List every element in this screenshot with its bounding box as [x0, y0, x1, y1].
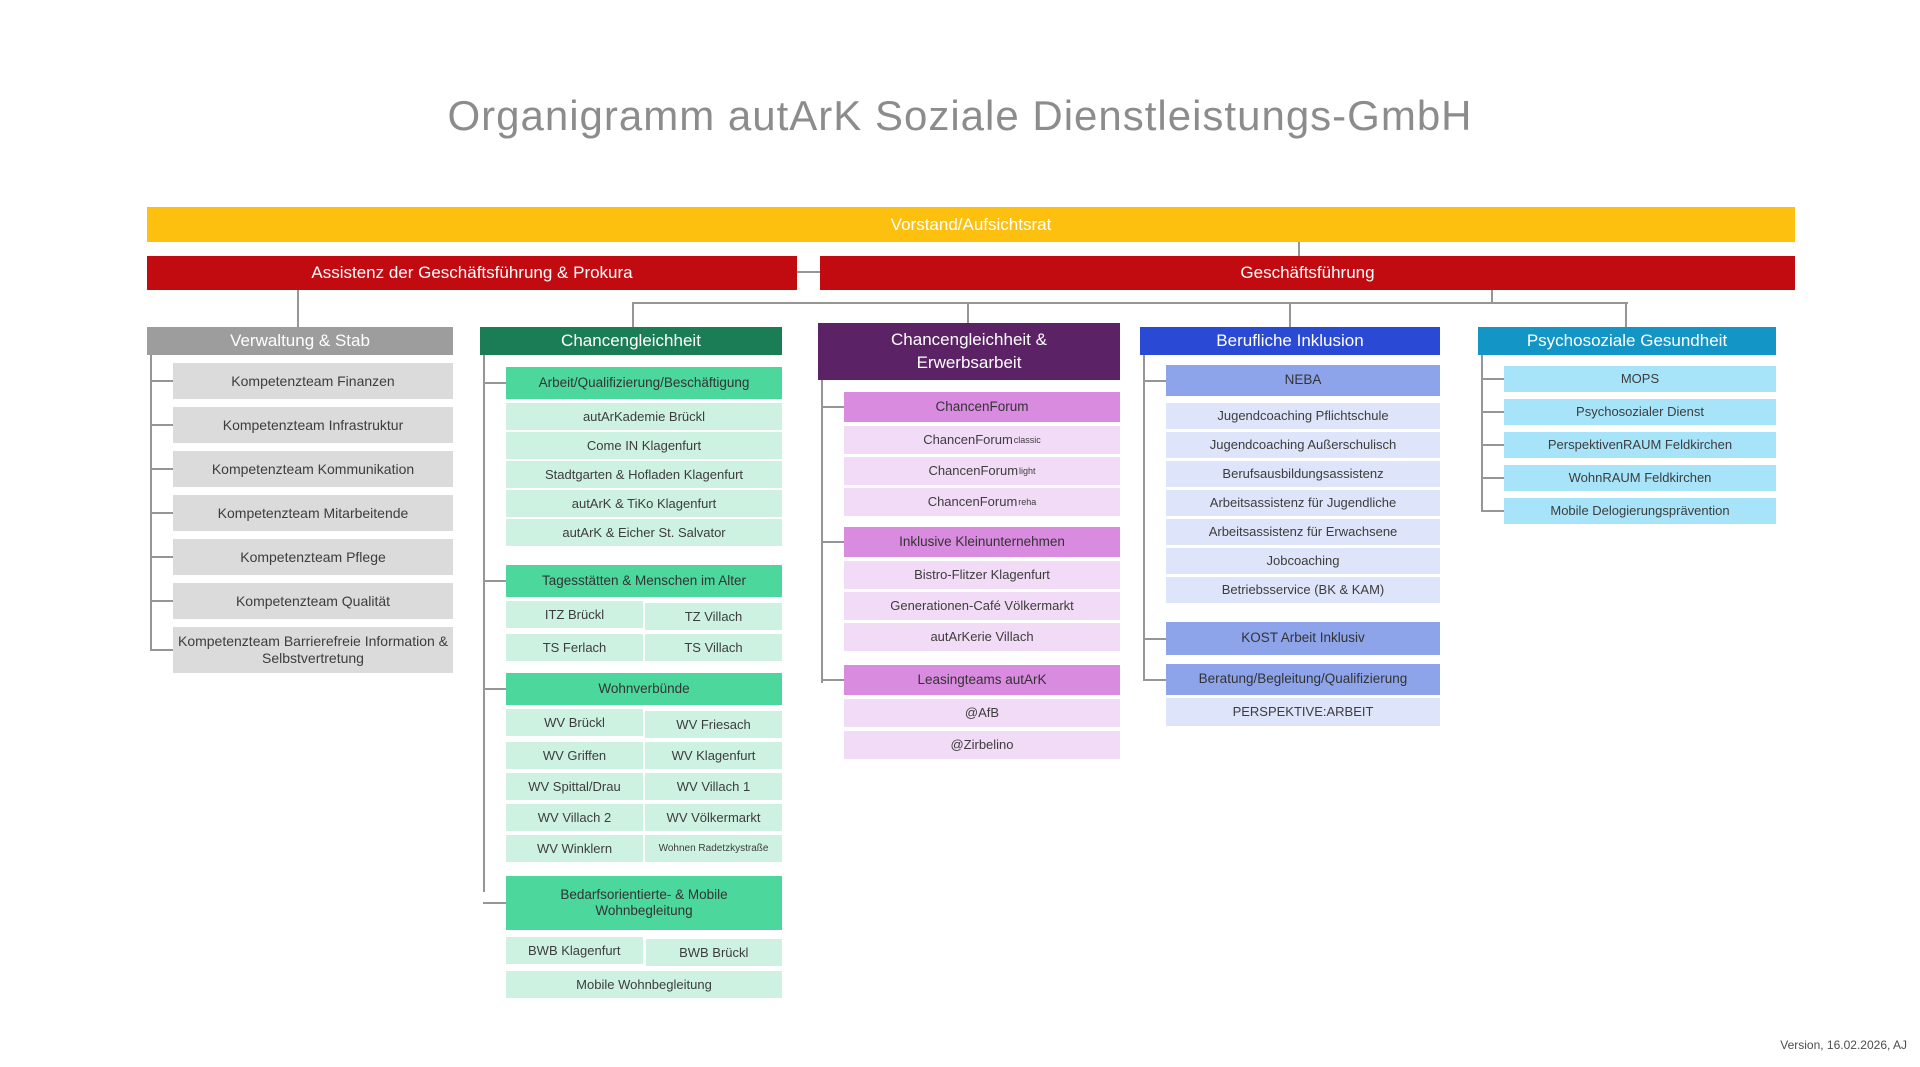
- org-node-label: ChancenForum: [928, 463, 1019, 479]
- column-header-verwaltung-stab: Verwaltung & Stab: [147, 327, 453, 355]
- bar-geschaeftsfuehrung: [820, 256, 1795, 290]
- connector-line: [1289, 302, 1291, 327]
- connector-line: [967, 302, 969, 323]
- org-node: TS Villach: [645, 634, 782, 661]
- column-berufliche-inklusion: [1140, 327, 1440, 726]
- bar-assistenz-label: Assistenz der Geschäftsführung & Prokura: [311, 263, 633, 282]
- org-node: WohnRAUM Feldkirchen: [1504, 465, 1776, 491]
- org-node: PERSPEKTIVE:ARBEIT: [1166, 698, 1440, 726]
- bar-geschaeftsfuehrung-label: Geschäftsführung: [1240, 263, 1375, 282]
- connector-spine: [1481, 355, 1483, 511]
- org-node: WV Klagenfurt: [645, 742, 782, 769]
- connector-line: [1298, 242, 1300, 256]
- connector-line: [797, 271, 820, 273]
- org-node: Stadtgarten & Hofladen Klagenfurt: [506, 461, 782, 488]
- section-header-tagesstaetten: Tagesstätten & Menschen im Alter: [506, 565, 782, 597]
- section-header-kost: KOST Arbeit Inklusiv: [1166, 622, 1440, 655]
- org-node: Kompetenzteam Mitarbeitende: [173, 495, 453, 531]
- org-node-label: ChancenForum: [927, 494, 1018, 510]
- org-node: @Zirbelino: [844, 731, 1120, 759]
- org-node: Jugendcoaching Außerschulisch: [1166, 432, 1440, 458]
- org-node: Psychosozialer Dienst: [1504, 399, 1776, 425]
- connector-spine: [483, 355, 485, 892]
- column-verwaltung-stab: [147, 327, 453, 673]
- column-psychosoziale-gesundheit: [1478, 327, 1776, 524]
- connector-spine: [1143, 355, 1145, 679]
- column-header-erwerbsarbeit-label: Chancengleichheit & Erwerbsarbeit: [891, 330, 1047, 372]
- section-header-wohnverbuende: Wohnverbünde: [506, 673, 782, 705]
- org-node: WV Spittal/Drau: [506, 773, 643, 800]
- org-node: MOPS: [1504, 366, 1776, 392]
- org-node: Bistro-Flitzer Klagenfurt: [844, 561, 1120, 589]
- connector-spine: [150, 355, 152, 650]
- org-node: TS Ferlach: [506, 634, 643, 661]
- column-header-chancengleichheit: Chancengleichheit: [480, 327, 782, 355]
- org-node-variant: classic: [1013, 434, 1041, 445]
- org-node: Wohnen Radetzkystraße: [645, 835, 782, 862]
- org-node: Mobile Wohnbegleitung: [506, 971, 782, 998]
- section-header-chancenforum: ChancenForum: [844, 392, 1120, 422]
- org-node: [844, 426, 1120, 454]
- bar-vorstand-aufsichtsrat: [147, 207, 1795, 242]
- org-node: Kompetenzteam Barrierefreie Information & Selbstvertretung: [173, 627, 453, 673]
- org-node-variant: light: [1019, 465, 1036, 476]
- org-node-variant: reha: [1018, 496, 1037, 507]
- connector-line: [632, 302, 634, 327]
- org-node: ITZ Brückl: [506, 601, 643, 628]
- section-header-leasing: Leasingteams autArK: [844, 665, 1120, 695]
- org-node: Kompetenzteam Kommunikation: [173, 451, 453, 487]
- section-header-kleinunternehmen: Inklusive Kleinunternehmen: [844, 527, 1120, 557]
- connector-line: [297, 290, 299, 327]
- org-node: @AfB: [844, 699, 1120, 727]
- version-label: Version, 16.02.2026, AJ: [1780, 1038, 1907, 1052]
- org-node: BWB Brückl: [646, 939, 783, 966]
- org-node: PerspektivenRAUM Feldkirchen: [1504, 432, 1776, 458]
- org-node: Jobcoaching: [1166, 548, 1440, 574]
- org-node: autArKerie Villach: [844, 623, 1120, 651]
- org-node: Arbeitsassistenz für Erwachsene: [1166, 519, 1440, 545]
- org-node: WV Brückl: [506, 709, 643, 736]
- org-node: Berufsausbildungsassistenz: [1166, 461, 1440, 487]
- org-node: Mobile Delogierungsprävention: [1504, 498, 1776, 524]
- column-header-psychosoziale-gesundheit: Psychosoziale Gesundheit: [1478, 327, 1776, 355]
- column-header-erwerbsarbeit: [818, 323, 1120, 380]
- org-node: autArK & Eicher St. Salvator: [506, 519, 782, 546]
- column-erwerbsarbeit: [818, 323, 1120, 759]
- org-node: Jugendcoaching Pflichtschule: [1166, 403, 1440, 429]
- section-header-bwb: Bedarfsorientierte- & Mobile Wohnbegleitung: [506, 876, 782, 930]
- org-node: Come IN Klagenfurt: [506, 432, 782, 459]
- org-node: Kompetenzteam Finanzen: [173, 363, 453, 399]
- section-header-arbeit: Arbeit/Qualifizierung/Beschäftigung: [506, 367, 782, 399]
- org-node: WV Völkermarkt: [645, 804, 782, 831]
- org-node: [844, 488, 1120, 516]
- page-title: Organigramm autArK Soziale Dienstleistungs-GmbH: [447, 92, 1473, 139]
- bar-assistenz: [147, 256, 797, 290]
- section-header-neba: NEBA: [1166, 365, 1440, 396]
- org-node-label: ChancenForum: [923, 432, 1013, 448]
- org-node: Kompetenzteam Infrastruktur: [173, 407, 453, 443]
- org-node: Kompetenzteam Pflege: [173, 539, 453, 575]
- connector-line: [632, 302, 1628, 304]
- column-header-berufliche-inklusion: Berufliche Inklusion: [1140, 327, 1440, 355]
- connector-spine: [821, 380, 823, 683]
- org-node: WV Friesach: [645, 711, 782, 738]
- bar-vorstand-label: Vorstand/Aufsichtsrat: [890, 214, 1052, 234]
- org-node: Generationen-Café Völkermarkt: [844, 592, 1120, 620]
- column-chancengleichheit: [480, 327, 782, 998]
- org-node: WV Villach 1: [645, 773, 782, 800]
- org-node: Kompetenzteam Qualität: [173, 583, 453, 619]
- org-node: WV Griffen: [506, 742, 643, 769]
- org-node: Betriebsservice (BK & KAM): [1166, 577, 1440, 603]
- section-header-beratung: Beratung/Begleitung/Qualifizierung: [1166, 664, 1440, 695]
- org-node: autArK & TiKo Klagenfurt: [506, 490, 782, 517]
- org-node: autArKademie Brückl: [506, 403, 782, 430]
- org-node: BWB Klagenfurt: [506, 937, 643, 964]
- org-node: Arbeitsassistenz für Jugendliche: [1166, 490, 1440, 516]
- org-node: WV Winklern: [506, 835, 643, 862]
- connector-line: [1625, 302, 1627, 327]
- org-node: WV Villach 2: [506, 804, 643, 831]
- org-node: [844, 457, 1120, 485]
- org-node: TZ Villach: [645, 603, 782, 630]
